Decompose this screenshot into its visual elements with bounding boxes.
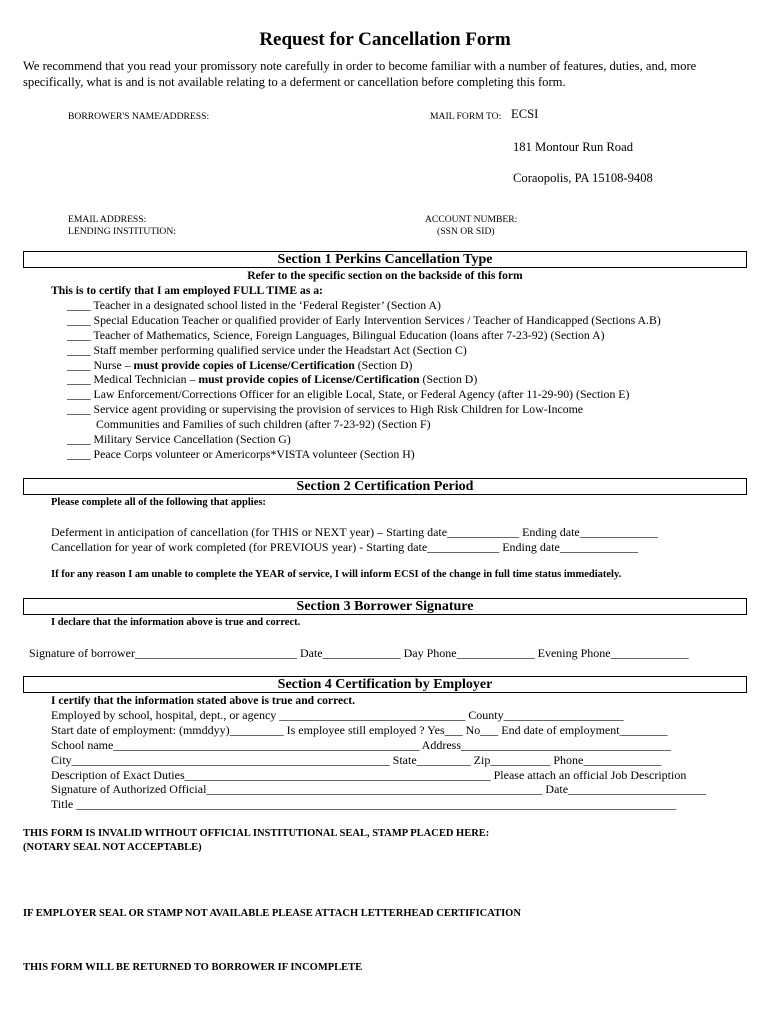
- borrower-name-label: BORROWER'S NAME/ADDRESS:: [68, 111, 210, 122]
- email-address-label: EMAIL ADDRESS:: [68, 214, 147, 225]
- page-title: Request for Cancellation Form: [259, 29, 511, 50]
- notary-not-accepted-notice: (NOTARY SEAL NOT ACCEPTABLE): [23, 842, 202, 853]
- section1-heading: Section 1 Perkins Cancellation Type: [23, 251, 747, 268]
- option-prefix: ____ Medical Technician –: [67, 372, 199, 386]
- option-emphasis: must provide copies of License/Certification: [133, 358, 355, 372]
- option-suffix: (Section D): [419, 372, 478, 386]
- letterhead-notice: IF EMPLOYER SEAL OR STAMP NOT AVAILABLE PLEASE ATTACH LETTERHEAD CERTIFICATION: [23, 908, 521, 919]
- cancellation-option: ____ Teacher of Mathematics, Science, Foreign Languages, Bilingual Education (loans after 7-23-92) (Section A): [67, 328, 605, 342]
- ssn-label: (SSN OR SID): [437, 226, 495, 237]
- cancellation-option-medtech: [67, 372, 477, 387]
- section3-declaration: I declare that the information above is true and correct.: [51, 617, 301, 628]
- mail-recipient: ECSI: [511, 107, 539, 121]
- section2-instruction: Please complete all of the following that applies:: [51, 497, 266, 508]
- mail-city: Coraopolis, PA 15108-9408: [513, 171, 653, 185]
- mail-street: 181 Montour Run Road: [513, 140, 633, 154]
- cancellation-option: ____ Military Service Cancellation (Section G): [67, 432, 291, 446]
- mail-form-label: MAIL FORM TO:: [430, 111, 502, 122]
- employer-field-line: School name___________________________________________________ Address___________________________________: [51, 738, 671, 752]
- section1-refer-note: Refer to the specific section on the backside of this form: [247, 269, 523, 282]
- cancellation-dates-line: Cancellation for year of work completed (for PREVIOUS year) - Starting date____________ Ending date_____________: [51, 540, 638, 554]
- cancellation-option-continued: Communities and Families of such children (after 7-23-92) (Section F): [96, 417, 431, 431]
- section2-heading: Section 2 Certification Period: [23, 478, 747, 495]
- section2-notice: If for any reason I am unable to complete the YEAR of service, I will inform ECSI of the change in full time status immediately.: [51, 569, 622, 580]
- cancellation-option: ____ Peace Corps volunteer or Americorps*VISTA volunteer (Section H): [67, 447, 415, 461]
- option-prefix: ____ Nurse –: [67, 358, 134, 372]
- deferment-dates-line: Deferment in anticipation of cancellation (for THIS or NEXT year) – Starting date____________ Ending date_____________: [51, 525, 658, 539]
- employer-field-line: Description of Exact Duties___________________________________________________ Please attach an official Job Description: [51, 768, 687, 782]
- employer-field-line: Title ____________________________________________________________________________________________________: [51, 797, 677, 811]
- employer-field-line: City_____________________________________________________ State_________ Zip__________ Phone_____________: [51, 753, 662, 767]
- cancellation-option-nurse: [67, 358, 412, 373]
- section3-heading: Section 3 Borrower Signature: [23, 598, 747, 615]
- account-number-label: ACCOUNT NUMBER:: [425, 214, 518, 225]
- lending-institution-label: LENDING INSTITUTION:: [68, 226, 176, 237]
- cancellation-option: ____ Law Enforcement/Corrections Officer for an eligible Local, State, or Federal Agency (after 11-29-90) (Section E): [67, 387, 630, 401]
- section4-certify: I certify that the information stated above is true and correct.: [51, 694, 356, 707]
- cancellation-option: ____ Special Education Teacher or qualified provider of Early Intervention Services / Teacher of Handicapped (Sections A.B): [67, 313, 661, 327]
- employer-field-line: Employed by school, hospital, dept., or agency _______________________________ County____________________: [51, 708, 624, 722]
- employer-field-line: Signature of Authorized Official________________________________________________________ Date_______________________: [51, 782, 707, 796]
- option-suffix: (Section D): [354, 358, 413, 372]
- cancellation-option: ____ Staff member performing qualified service under the Headstart Act (Section C): [67, 343, 467, 357]
- section1-certify: This is to certify that I am employed FULL TIME as a:: [51, 284, 323, 297]
- option-emphasis: must provide copies of License/Certification: [198, 372, 420, 386]
- cancellation-option: ____ Teacher in a designated school listed in the ‘Federal Register’ (Section A): [67, 298, 441, 312]
- employer-field-line: Start date of employment: (mmddyy)_________ Is employee still employed ? Yes___ No___ End date of employment________: [51, 723, 668, 737]
- section4-heading: Section 4 Certification by Employer: [23, 676, 747, 693]
- borrower-signature-line: Signature of borrower___________________________ Date_____________ Day Phone_____________ Evening Phone_____________: [29, 646, 689, 660]
- cancellation-option: ____ Service agent providing or supervising the provision of services to High Risk Children for Low-Income: [67, 402, 584, 416]
- seal-required-notice: THIS FORM IS INVALID WITHOUT OFFICIAL INSTITUTIONAL SEAL, STAMP PLACED HERE:: [23, 828, 490, 839]
- incomplete-return-notice: THIS FORM WILL BE RETURNED TO BORROWER IF INCOMPLETE: [23, 962, 363, 973]
- intro-paragraph: We recommend that you read your promissory note carefully in order to become familiar with a number of features, duties, and, more specifically, what is and is not available relating to a deferment or cancellation before completing this form.: [23, 59, 697, 89]
